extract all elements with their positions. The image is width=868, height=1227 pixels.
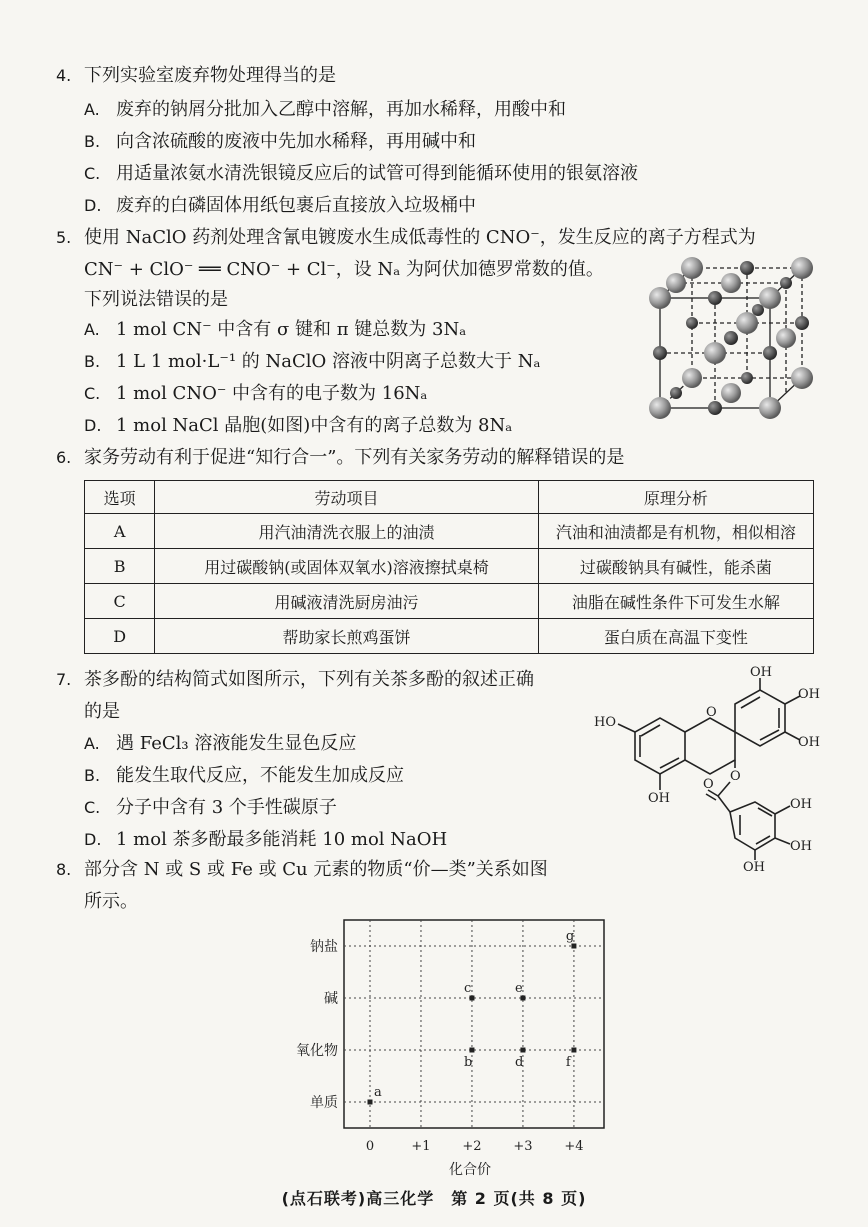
tea-polyphenol-structure [590, 664, 830, 874]
data-point-label: e [514, 981, 523, 996]
data-point [368, 1100, 373, 1105]
carbonyl-o-label: O [703, 777, 714, 792]
q5-stem-line3: 下列说法错误的是 [84, 289, 228, 310]
q4-option-b: B. 向含浓硫酸的废液中先加水稀释，再用碱中和 [84, 131, 476, 152]
table-row: C 用碱液清洗厨房油污 油脂在碱性条件下可发生水解 [85, 584, 814, 619]
data-point [469, 996, 474, 1001]
q4-stem: 下列实验室废弃物处理得当的是 [84, 65, 336, 86]
plot-frame [344, 920, 604, 1128]
q5-option-b: B. 1 L 1 mol·L⁻¹ 的 NaClO 溶液中阴离子总数大于 Nₐ [84, 351, 541, 372]
oh-label: OH [648, 791, 670, 806]
table-header: 劳动项目 [155, 481, 538, 514]
ho-label: HO [594, 715, 616, 730]
q6-number: 6. [56, 448, 72, 467]
data-point [520, 1048, 525, 1053]
q7-stem-line2: 的是 [84, 701, 120, 722]
ester-o-label: O [730, 769, 741, 784]
data-point-label: c [463, 981, 472, 996]
data-point-label: g [565, 929, 575, 944]
y-tick-label: 单质 [310, 1095, 338, 1111]
data-point [571, 944, 576, 949]
q5-stem-line2: CN⁻ + ClO⁻ ══ CNO⁻ + Cl⁻，设 Nₐ 为阿伏加德罗常数的值。 [84, 259, 604, 280]
ring-o-label: O [706, 705, 717, 720]
x-tick-label: +1 [411, 1139, 431, 1154]
q7-option-c: C. 分子中含有 3 个手性碳原子 [84, 797, 337, 818]
table-row: D 帮助家长煎鸡蛋饼 蛋白质在高温下变性 [85, 619, 814, 654]
q4-option-c: C. 用适量浓氨水清洗银镜反应后的试管可得到能循环使用的银氨溶液 [84, 163, 638, 184]
page-footer: (点石联考)高三化学 第 2 页(共 8 页) [281, 1189, 587, 1208]
q7-option-d: D. 1 mol 茶多酚最多能消耗 10 mol NaOH [84, 829, 448, 850]
q6-stem-line: 6. 家务劳动有利于促进“知行合一”。下列有关家务劳动的解释错误的是 [56, 442, 624, 474]
q5-stem-line1: 5. 使用 NaClO 药剂处理含氰电镀废水生成低毒性的 CNO⁻，发生反应的离子方程式为 [56, 222, 756, 254]
q8-stem-line2: 所示。 [84, 891, 138, 912]
x-tick-label: +4 [564, 1139, 584, 1154]
data-point-label: a [374, 1085, 382, 1100]
y-tick-label: 钠盐 [310, 939, 338, 955]
table-row: A 用汽油清洗衣服上的油渍 汽油和油渍都是有机物，相似相溶 [85, 514, 814, 549]
q5-option-c: C. 1 mol CNO⁻ 中含有的电子数为 16Nₐ [84, 383, 428, 404]
table-row: B 用过碳酸钠(或固体双氧水)溶液擦拭桌椅 过碳酸钠具有碱性，能杀菌 [85, 549, 814, 584]
oh-label: OH [743, 860, 765, 874]
q4-option-a: A. 废弃的钠屑分批加入乙醇中溶解，再加水稀释，用酸中和 [84, 99, 566, 120]
q5-option-a: A. 1 mol CN⁻ 中含有 σ 键和 π 键总数为 3Nₐ [84, 319, 467, 340]
x-tick-label: +3 [513, 1139, 533, 1154]
data-point-label: f [565, 1055, 571, 1070]
y-tick-label: 氧化物 [296, 1043, 338, 1059]
x-tick-label: 0 [365, 1139, 375, 1154]
q4-stem-line [56, 60, 336, 92]
q7-number: 7. [56, 670, 72, 689]
q7-option-b: B. 能发生取代反应，不能发生加成反应 [84, 765, 404, 786]
q5-number: 5. [56, 228, 72, 247]
x-axis-label: 化合价 [449, 1162, 491, 1176]
data-point [520, 996, 525, 1001]
oh-label: OH [790, 797, 812, 812]
housework-table [84, 480, 814, 654]
q8-stem-line1: 8. 部分含 N 或 S 或 Fe 或 Cu 元素的物质“价—类”关系如图 [56, 854, 548, 886]
oh-label: OH [750, 665, 772, 680]
q4-option-d: D. 废弃的白磷固体用纸包裹后直接放入垃圾桶中 [84, 195, 476, 216]
oh-label: OH [798, 735, 820, 750]
y-tick-label: 碱 [324, 991, 338, 1007]
x-tick-label: +2 [462, 1139, 482, 1154]
q7-option-a: A. 遇 FeCl₃ 溶液能发生显色反应 [84, 733, 357, 754]
table-header: 原理分析 [538, 481, 813, 514]
oh-label: OH [790, 839, 812, 854]
table-header-row [85, 481, 814, 514]
data-point [469, 1048, 474, 1053]
data-point [571, 1048, 576, 1053]
valence-category-chart [290, 916, 620, 1176]
data-point-label: b [463, 1055, 473, 1070]
q7-stem-line1: 7. 茶多酚的结构简式如图所示，下列有关茶多酚的叙述正确 [56, 664, 534, 696]
q8-number: 8. [56, 860, 72, 879]
nacl-unit-cell-figure [640, 250, 820, 420]
q4-number: 4. [56, 66, 72, 85]
table-header: 选项 [85, 481, 155, 514]
oh-label: OH [798, 687, 820, 702]
data-point-label: d [514, 1055, 524, 1070]
q5-option-d: D. 1 mol NaCl 晶胞(如图)中含有的离子总数为 8Nₐ [84, 415, 513, 436]
